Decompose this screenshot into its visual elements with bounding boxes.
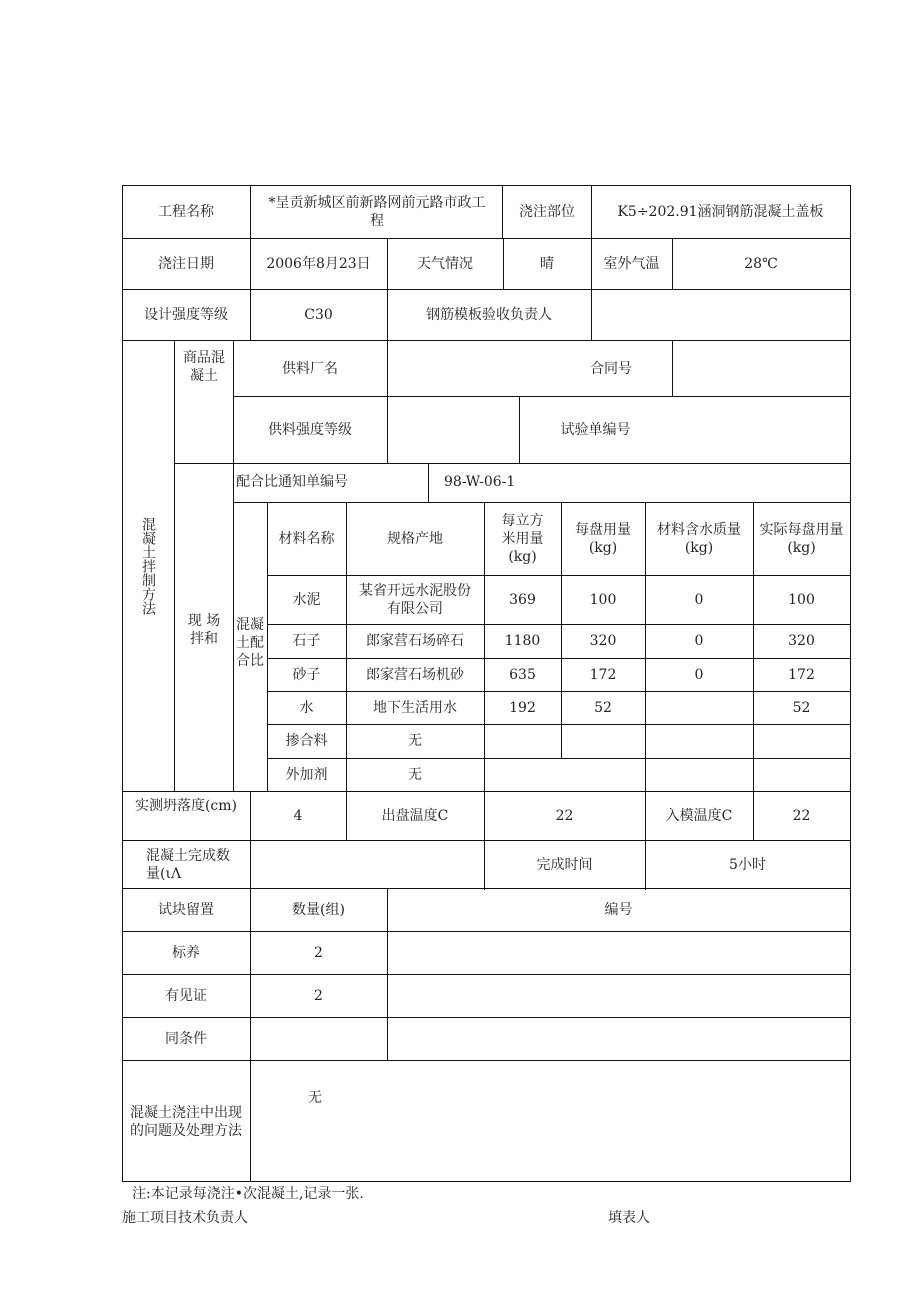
weather-label: 天气情况 [417, 256, 473, 272]
mix-cell [561, 758, 645, 791]
supply-grade-label: 供料强度等级 [268, 422, 352, 438]
onsite-label: 现 场 拌和 [187, 613, 221, 647]
slump-value: 4 [293, 808, 303, 824]
grid-line-v [174, 340, 175, 792]
project-value: *呈贡新城区前新路网前元路市政工 程 [268, 195, 486, 229]
mold-temp-value: 22 [792, 808, 811, 824]
mix-cell: 320 [589, 633, 617, 649]
mix-cell: 水 [299, 699, 314, 716]
supplier-label: 供料厂名 [282, 360, 338, 377]
out-temp-value: 22 [555, 808, 574, 824]
slump-label: 实测坍落度(cm) [134, 798, 238, 814]
commercial-label: 商品混 凝土 [183, 350, 225, 384]
specimen-row-count [250, 1018, 387, 1060]
method-label: 混凝土拌制方法 [140, 517, 156, 615]
mix-cell: 地下生活用水 [373, 699, 457, 716]
grid-line-v [850, 185, 851, 1182]
filler-label: 填表人 [608, 1210, 650, 1226]
specimen-row-count: 2 [314, 945, 323, 961]
mold-temp-label: 入模温度C [665, 808, 733, 824]
out-temp-label: 出盘温度C [381, 808, 449, 824]
mix-cell: 石子 [292, 633, 321, 649]
weather-value: 晴 [540, 256, 554, 272]
mix-cell [645, 691, 753, 724]
mix-header-actual: 实际每盘用量 (kg) [759, 521, 844, 556]
problems-value: 无 [308, 1090, 322, 1106]
grid-line-h [122, 1181, 851, 1182]
grid-line-v [672, 340, 673, 397]
contract-label: 合同号 [590, 360, 632, 377]
mix-ratio-label: 混凝 土配 合比 [236, 617, 264, 669]
grid-line-v [387, 340, 388, 464]
mix-header-material: 材料名称 [278, 530, 335, 547]
grid-line-v [428, 463, 429, 503]
mix-cell [753, 724, 850, 758]
mix-cell [645, 724, 753, 758]
mix-cell: 100 [589, 591, 617, 608]
pour-part-value: K5÷202.91涵洞钢筋混凝土盖板 [617, 204, 824, 220]
quantity-label: 混凝土完成数 量(ιΛ [146, 848, 230, 882]
mix-cell: 369 [509, 591, 536, 608]
outdoor-temp-value: 28℃ [744, 256, 778, 272]
grade-label: 设计强度等级 [144, 307, 228, 323]
mix-cell: 172 [589, 666, 617, 683]
problems-label: 混凝土浇注中出现 的问题及处理方法 [130, 1105, 242, 1139]
mix-cell: 掺合料 [285, 733, 328, 749]
grid-line-h [174, 463, 234, 464]
project-label: 工程名称 [158, 204, 214, 220]
mix-cell: 水泥 [292, 591, 321, 608]
mix-header-moisture: 材料含水质量 (kg) [657, 521, 741, 556]
mix-cell: 某省开远水泥股份 有限公司 [359, 582, 471, 617]
mix-cell [645, 758, 753, 791]
mix-cell: 52 [594, 699, 612, 716]
notice-label: 配合比通知单编号 [236, 474, 348, 490]
finish-time-label: 完成时间 [536, 857, 593, 873]
outdoor-temp-label: 室外气温 [603, 256, 660, 272]
mix-cell: 0 [694, 591, 704, 608]
specimen-row-name: 同条件 [165, 1031, 207, 1047]
mix-header-per-batch: 每盘用量 (kg) [575, 521, 631, 556]
mix-cell: 无 [408, 733, 422, 749]
pour-part-label: 浇注部位 [519, 204, 575, 220]
finish-time-value: 5小时 [729, 857, 766, 873]
mix-cell [484, 758, 561, 791]
inspector-value [591, 290, 850, 340]
tech-responsible-label: 施工项目技术负责人 [122, 1210, 248, 1226]
mix-cell: 100 [788, 591, 815, 608]
specimen-row-name: 标养 [172, 945, 200, 961]
test-sheet-label: 试验单编号 [560, 422, 631, 438]
grade-value: C30 [304, 307, 333, 323]
quantity-value [250, 841, 484, 889]
specimen-row-name: 有见证 [165, 988, 207, 1004]
mix-cell: 郎家营石场碎石 [366, 633, 464, 649]
mix-cell [561, 724, 645, 758]
grid-line-h [122, 1060, 851, 1061]
mix-cell: 192 [509, 699, 536, 716]
mix-cell: 0 [694, 666, 704, 683]
date-value: 2006年8月23日 [266, 256, 371, 272]
footer-note: 注:本记录每浇注•次混凝土,记录一张. [132, 1186, 364, 1202]
specimen-row-count: 2 [314, 988, 323, 1004]
specimen-count-label: 数量(组) [292, 902, 345, 918]
mix-cell: 0 [694, 633, 704, 649]
mix-cell: 郎家营石场机砂 [366, 666, 464, 683]
mix-cell [484, 724, 561, 758]
specimen-label: 试块留置 [158, 902, 214, 918]
inspector-label: 钢筋模板验收负责人 [426, 307, 552, 323]
notice-value: 98-W-06-1 [444, 474, 516, 490]
specimen-number-label: 编号 [604, 902, 633, 918]
mix-cell: 635 [509, 666, 536, 683]
mix-cell: 1180 [504, 633, 541, 649]
date-label: 浇注日期 [158, 256, 214, 272]
mix-cell: 172 [788, 666, 815, 683]
mix-cell: 外加剂 [285, 766, 328, 783]
mix-cell: 砂子 [292, 666, 321, 683]
mix-cell: 无 [408, 766, 422, 783]
mix-header-spec: 规格产地 [387, 530, 443, 547]
mix-header-per-m3: 每立方 米用量 (kg) [501, 512, 544, 565]
mix-cell: 52 [792, 699, 811, 716]
mix-cell [753, 758, 850, 791]
mix-cell: 320 [788, 633, 815, 649]
